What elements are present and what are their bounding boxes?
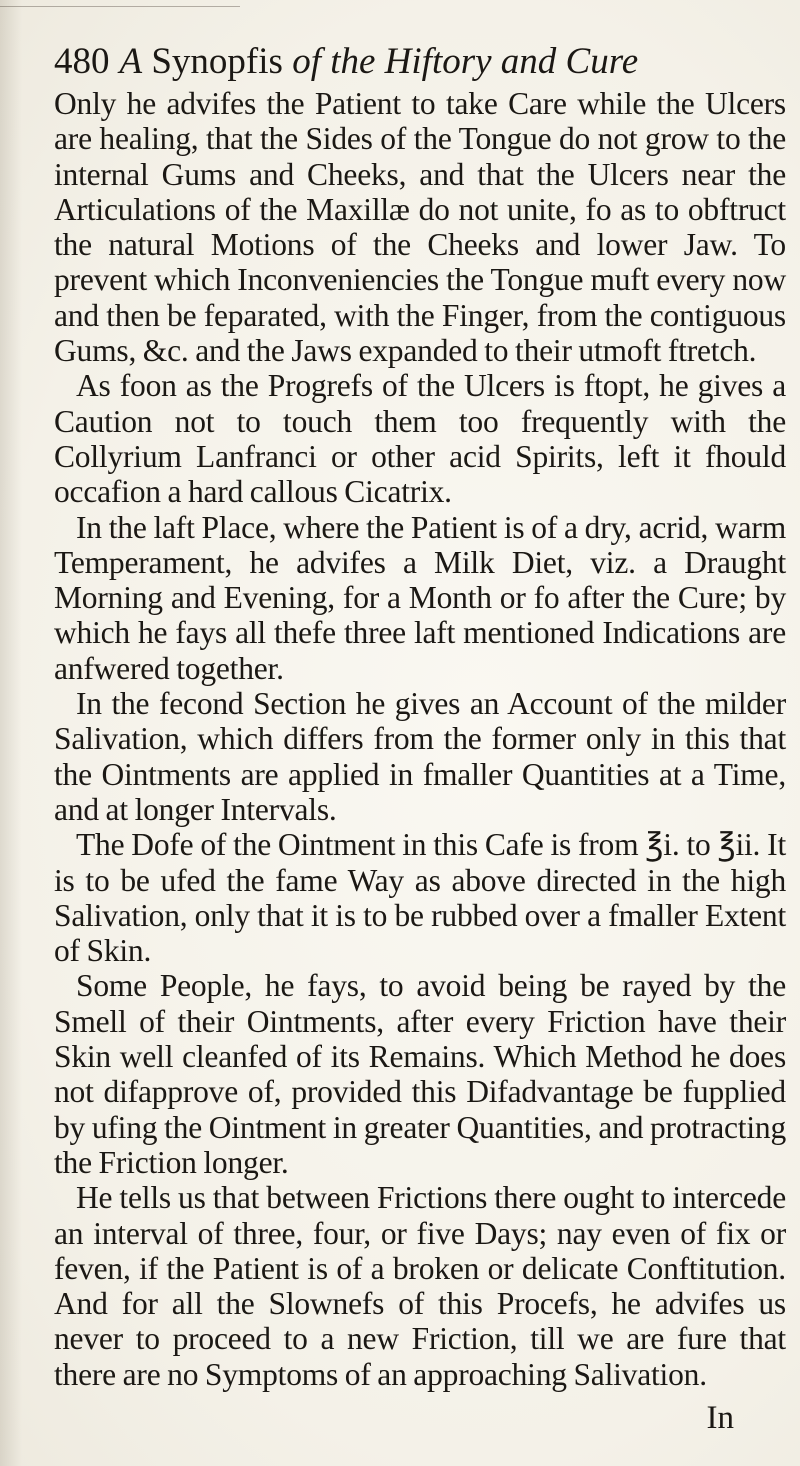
paragraph-3: In the laft Place, where the Patient is of a dry, acrid, warm Temperament, he advifes a Milk Diet, viz. a Draught Morning and Evening, for a Month or fo after the Cure; by which he fays all thefe three laft mentioned Indications are anfwered together. <box>54 509 786 686</box>
paragraph-6: Some People, he fays, to avoid being be rayed by the Smell of their Ointments, after every Friction have their Skin well cleanfed of its Remains. Which Method he does not difapprove of, provided this Difadvantage be fupplied by ufing the Ointment in greater Quantities, and protracting the Friction longer. <box>54 968 786 1180</box>
catchword: In <box>706 1400 734 1436</box>
title-rest: of the Hiftory and Cure <box>292 41 639 82</box>
top-rule <box>0 6 240 7</box>
paragraph-7: He tells us that between Frictions there ought to intercede an interval of three, four, or five Days; nay even of fix or feven, if the Patient is of a broken or delicate Conftitution. And for all the Slownefs of this Procefs, he advifes us never to proceed to a new Friction, till we are fure that there are no Symptoms of an approaching Salivation. <box>54 1180 786 1392</box>
page-edge-shadow <box>0 0 22 1466</box>
paragraph-4: In the fecond Section he gives an Account of the milder Salivation, which differs from the former only in this that the Ointments are applied in fmaller Quantities at a Time, and at longer Intervals. <box>54 686 786 827</box>
paragraph-2: As foon as the Progrefs of the Ulcers is ftopt, he gives a Caution not to touch them too frequently with the Collyrium Lanfranci or other acid Spirits, left it fhould occafion a hard callous Cicatrix. <box>54 368 786 510</box>
title-word: Synopfis <box>142 41 293 82</box>
paragraph-1: Only he advifes the Patient to take Care while the Ulcers are healing, that the Sides of the Tongue do not grow to the internal Gums and Cheeks, and that the Ulcers near the Articulations of the Maxillæ do not unite, fo as to obftruct the natural Motions of the Cheeks and lower Jaw. To prevent which Inconveniencies the Tongue muft every now and then be feparated, with the Finger, from the contiguous Gums, &c. and the Jaws expanded to their utmoft ftretch. <box>54 86 786 369</box>
page-number: 480 <box>54 41 110 82</box>
body-text <box>54 86 786 1392</box>
title-article: A <box>119 41 143 82</box>
running-head <box>54 40 774 84</box>
paragraph-5: The Dofe of the Ointment in this Cafe is from ℥i. to ℥ii. It is to be ufed the fame Way as above directed in the high Salivation, only that it is to be rubbed over a fmaller Extent of Skin. <box>54 827 786 969</box>
